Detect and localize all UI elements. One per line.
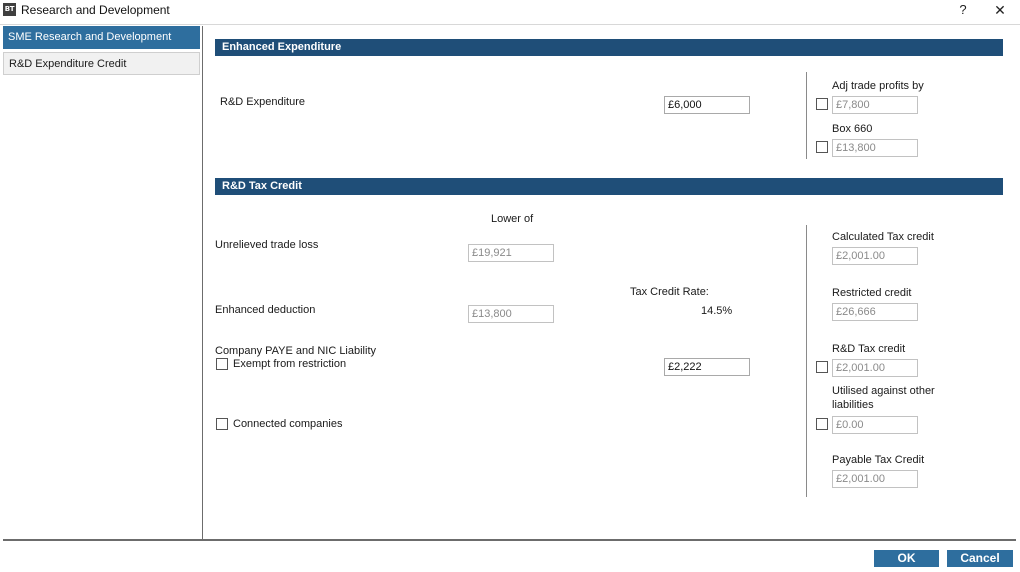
title-separator	[0, 24, 1020, 25]
adj-trade-profits-checkbox[interactable]	[816, 98, 828, 110]
utilised-against-liabilities-field	[832, 416, 918, 434]
utilised-against-liabilities-checkbox[interactable]	[816, 418, 828, 430]
help-button[interactable]: ?	[959, 2, 967, 17]
close-icon[interactable]: ✕	[994, 2, 1006, 18]
app-logo-icon: BT	[3, 3, 16, 16]
rd-expenditure-input[interactable]	[664, 96, 750, 114]
utilised-against-liabilities-label-line2: liabilities	[832, 399, 874, 411]
unrelieved-trade-loss-field	[468, 244, 554, 262]
section-header-rd-tax-credit: R&D Tax Credit	[215, 178, 1003, 195]
sidebar-item-rd-expenditure-credit[interactable]: R&D Expenditure Credit	[3, 52, 200, 75]
lower-of-label: Lower of	[491, 213, 534, 225]
exempt-from-restriction-checkbox[interactable]	[216, 358, 228, 370]
utilised-against-liabilities-label: Utilised against other	[832, 385, 935, 397]
rd-expenditure-label: R&D Expenditure	[220, 96, 305, 108]
enhanced-deduction-field	[468, 305, 554, 323]
unrelieved-trade-loss-label: Unrelieved trade loss	[215, 239, 319, 251]
calculated-tax-credit-label: Calculated Tax credit	[832, 231, 934, 243]
rd-tax-credit-label: R&D Tax credit	[832, 343, 906, 355]
window-title: Research and Development	[21, 3, 170, 17]
exempt-from-restriction-label: Exempt from restriction	[233, 358, 347, 370]
rd-tax-credit-checkbox[interactable]	[816, 361, 828, 373]
payable-tax-credit-field	[832, 470, 918, 488]
footer-divider	[3, 539, 1016, 541]
enhanced-deduction-label: Enhanced deduction	[215, 304, 316, 316]
ok-button[interactable]: OK	[874, 550, 939, 567]
paye-nic-liability-input[interactable]	[664, 358, 750, 376]
paye-nic-liability-label: Company PAYE and NIC Liability	[215, 345, 376, 357]
section-header-enhanced-expenditure: Enhanced Expenditure	[215, 39, 1003, 56]
box660-label: Box 660	[832, 123, 873, 135]
sidebar-divider	[202, 26, 203, 539]
column-divider	[806, 225, 807, 497]
box660-checkbox[interactable]	[816, 141, 828, 153]
adj-trade-profits-field	[832, 96, 918, 114]
connected-companies-checkbox[interactable]	[216, 418, 228, 430]
adj-trade-profits-label: Adj trade profits by	[832, 80, 924, 92]
tax-credit-rate-label: Tax Credit Rate:	[630, 286, 709, 298]
sidebar-item-sme-research[interactable]: SME Research and Development	[3, 26, 200, 49]
column-divider	[806, 72, 807, 159]
calculated-tax-credit-field	[832, 247, 918, 265]
cancel-button[interactable]: Cancel	[947, 550, 1013, 567]
restricted-credit-label: Restricted credit	[832, 287, 912, 299]
payable-tax-credit-label: Payable Tax Credit	[832, 454, 925, 466]
connected-companies-label: Connected companies	[233, 418, 343, 430]
restricted-credit-field	[832, 303, 918, 321]
tax-credit-rate-value: 14.5%	[701, 305, 733, 317]
rd-tax-credit-field	[832, 359, 918, 377]
box660-field	[832, 139, 918, 157]
